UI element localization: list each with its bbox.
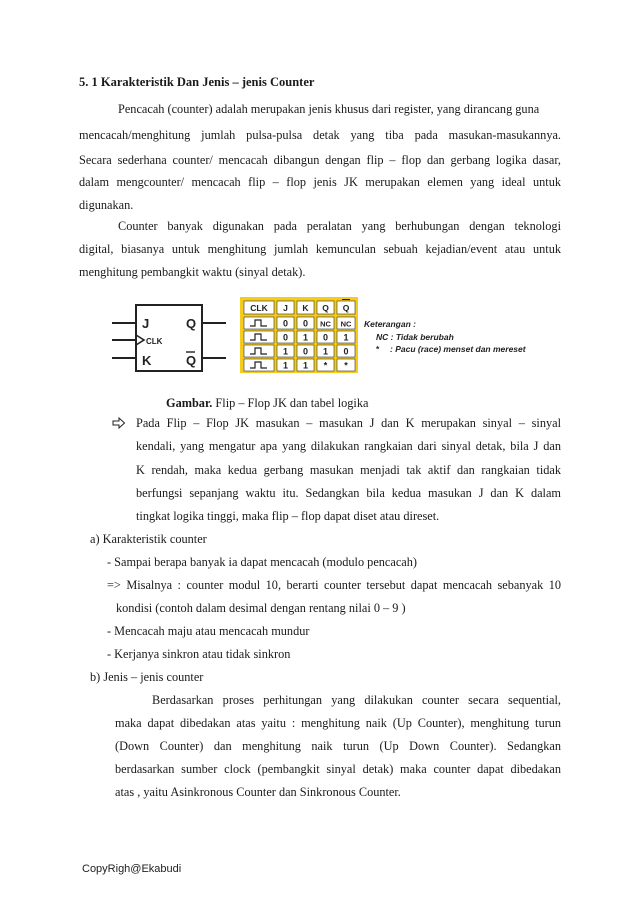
intro-line-4: dalam mengcounter/ mencacah flip – flop jenis JK merupakan elemen yang ideal untuk [79, 175, 561, 189]
table-cell-value: 1 [302, 332, 309, 343]
arrow-item-line-4: berfungsi sepanjang waktu itu. Sedangkan bila kedua masukan J dan K dalam [136, 486, 561, 500]
jk-flipflop-figure [108, 295, 568, 375]
section-b-line-2: maka dapat dibedakan atas yaitu : menghitung naik (Up Counter), menghitung turun [115, 716, 561, 730]
caption-label: Gambar. [166, 396, 213, 410]
page-footer: CopyRigh@Ekabudi [82, 863, 182, 875]
ff-k-label: K [142, 353, 152, 368]
arrow-item-line-2: kendali, yang mengatur apa yang dilakukan rangkaian dari sinyal detak, bila J dan [136, 439, 561, 453]
table-cell-value: 0 [343, 346, 349, 357]
section-a-item-5: - Kerjanya sinkron atau tidak sinkron [107, 647, 291, 661]
section-b-line-1: Berdasarkan proses perhitungan yang dilakukan counter secara sequential, [152, 693, 561, 707]
truth-table [240, 297, 358, 373]
ff-j-label: J [142, 316, 150, 331]
table-cell-value: 0 [322, 332, 329, 343]
table-cell-value: 0 [282, 332, 289, 343]
legend-star-text: : Pacu (race) menset dan mereset [390, 344, 526, 354]
th-qbar: Q [342, 303, 350, 313]
legend-nc: NC : Tidak berubah [376, 332, 454, 342]
clock-cell [244, 359, 274, 371]
usage-line-1: Counter banyak digunakan pada peralatan yang berhubungan dengan teknologi [118, 219, 561, 233]
table-cell-value: 0 [302, 318, 309, 329]
table-cell-value: 0 [282, 318, 289, 329]
legend-title: Keterangan : [364, 319, 416, 329]
section-b-line-4: berdasarkan sumber clock (pembangkit sinyal detak) maka counter dapat dibedakan [115, 762, 561, 776]
table-cell-value: 0 [302, 346, 309, 357]
section-a-item-3: kondisi (contoh dalam desimal dengan rentang nilai 0 – 9 ) [116, 601, 406, 615]
usage-line-2: digital, biasanya untuk menghitung jumlah kemunculan sebuah kejadian/event atau untuk [79, 242, 561, 256]
th-j: J [283, 303, 288, 313]
table-cell-value: 1 [282, 360, 289, 371]
ff-q-label: Q [186, 316, 197, 331]
clock-cell [244, 345, 274, 357]
section-a-item-2: => Misalnya : counter modul 10, berarti counter tersebut dapat mencacah sebanyak 10 [107, 578, 561, 592]
section-b-title: b) Jenis – jenis counter [90, 670, 204, 684]
table-legend [364, 319, 527, 354]
table-cell-value: NC [320, 319, 331, 329]
intro-line-3: Secara sederhana counter/ mencacah dibangun dengan flip – flop dan gerbang logika dasar, [79, 153, 561, 167]
section-a-item-4: - Mencacah maju atau mencacah mundur [107, 624, 310, 638]
table-cell-value: 1 [322, 346, 329, 357]
figure-caption [166, 395, 368, 411]
legend-star-mark: * [376, 344, 380, 354]
ff-clk-label: CLK [146, 337, 163, 346]
th-k: K [302, 303, 309, 313]
intro-line-1: Pencacah (counter) adalah merupakan jenis khusus dari register, yang dirancang guna [118, 102, 540, 116]
intro-line-5: digunakan. [79, 198, 134, 212]
intro-line-2: mencacah/menghitung jumlah pulsa-pulsa detak yang tiba pada masukan-masukannya. [79, 128, 561, 142]
table-cell-value: * [344, 360, 348, 371]
section-b-line-3: (Down Counter) dan menghitung naik turun (Up Down Counter). Sedangkan [115, 739, 561, 753]
arrow-item-line-5: tingkat logika tinggi, maka flip – flop dapat diset atau direset. [136, 509, 440, 523]
table-cell-value: 1 [343, 332, 349, 343]
section-heading: 5. 1 Karakteristik Dan Jenis – jenis Counter [79, 75, 315, 89]
th-q: Q [322, 303, 329, 313]
ff-qbar-label: Q [186, 353, 197, 368]
arrow-right-icon [112, 417, 126, 429]
clock-cell [244, 317, 274, 329]
section-a-title: a) Karakteristik counter [90, 532, 207, 546]
th-clk: CLK [250, 303, 268, 313]
clock-cell [244, 331, 274, 343]
arrow-item-line-3: K rendah, maka kedua gerbang masukan menjadi tak aktif dan rangkaian tidak [136, 463, 561, 477]
section-a-item-1: - Sampai berapa banyak ia dapat mencacah (modulo pencacah) [107, 555, 418, 569]
table-cell-value: NC [340, 319, 352, 329]
arrow-item-line-1: Pada Flip – Flop JK masukan – masukan J dan K merupakan sinyal – sinyal [136, 416, 561, 430]
table-cell-value: 1 [282, 346, 289, 357]
section-b-line-5: atas , yaitu Asinkronous Counter dan Sinkronous Counter. [115, 785, 401, 799]
table-cell-value: 1 [302, 360, 309, 371]
table-cell-value: * [323, 360, 328, 371]
flipflop-symbol [112, 305, 226, 371]
usage-line-3: menghitung pembangkit waktu (sinyal detak). [79, 265, 306, 279]
caption-text: Flip – Flop JK dan tabel logika [212, 396, 369, 410]
